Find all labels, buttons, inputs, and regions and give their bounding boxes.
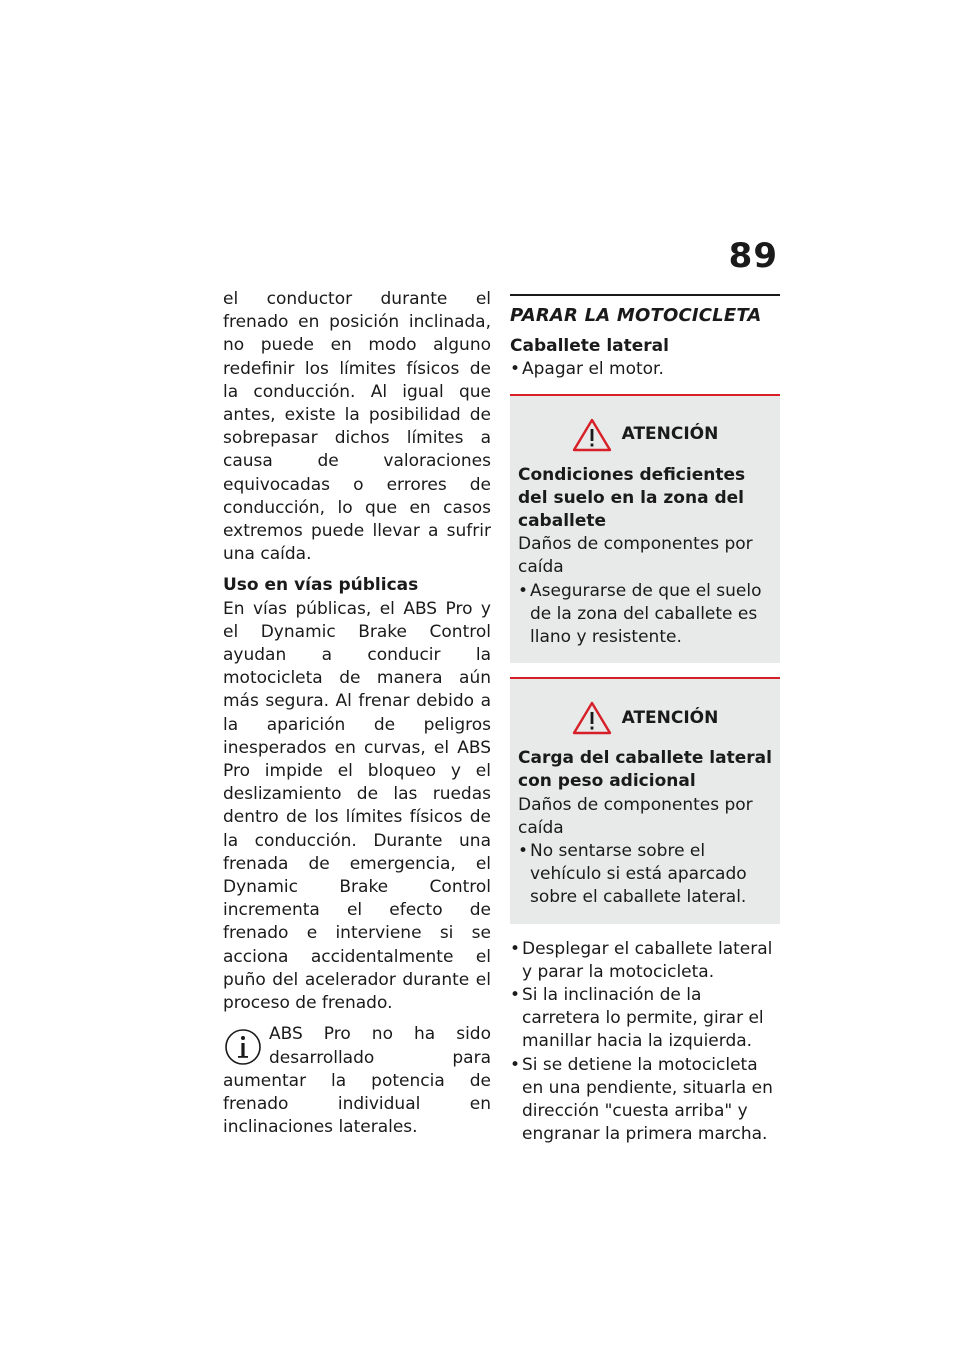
- warning-title: ATENCIÓN: [621, 424, 719, 444]
- warning-subtitle: Carga del caballete lateral con peso adicional: [518, 748, 772, 792]
- step-item: • Apagar el motor.: [510, 358, 780, 381]
- section-title: PARAR LA MOTOCICLETA: [510, 305, 762, 326]
- info-icon: [223, 1025, 263, 1069]
- left-column: [223, 288, 491, 1139]
- warning-title: ATENCIÓN: [621, 707, 719, 728]
- steps-list: [510, 938, 780, 1147]
- info-note-text: ABS Pro no ha sido desarrollado para aumentar la potencia de frenado individual en inclinaciones laterales.: [223, 1024, 491, 1138]
- subheading-side-stand: Caballete lateral: [510, 336, 669, 357]
- warning-box: [510, 394, 780, 664]
- section-rule: [510, 294, 780, 296]
- step-item: • Si se detiene la motocicleta en una pendiente, situarla en dirección "cuesta arriba" y engranar la primera marcha.: [510, 1054, 780, 1147]
- warning-action: • Asegurarse de que el suelo de la zona del caballete es llano y resistente.: [518, 580, 772, 650]
- warning-subtitle: Condiciones deficientes del suelo en la zona del caballete: [518, 464, 746, 532]
- warning-header: [518, 701, 772, 735]
- step-item: • Desplegar el caballete lateral y parar la motocicleta.: [510, 938, 780, 984]
- body-paragraph: el conductor durante el frenado en posición inclinada, no puede en modo alguno redefinir los límites físicos de la conducción. Al igual que antes, existe la posibilidad de sobrepasar dichos límites a causa de valoraciones equivocadas o errores de conducción, lo que en casos extremos puede llevar a sufrir una caída.: [223, 289, 491, 565]
- page-number: 89: [728, 236, 778, 276]
- body-paragraph: En vías públicas, el ABS Pro y el Dynamic Brake Control ayudan a conducir la motocicleta de manera aún más segura. Al frenar debido a la aparición de peligros inesperados en curvas, el ABS Pro impide el bloqueo y el deslizamiento de las ruedas dentro de los límites físicos de la conducción. Durante una frenada de emergencia, el Dynamic Brake Control incrementa el efecto de frenado e interviene si se acciona accidentalmente el puño del acelerador durante el proceso de frenado.: [223, 598, 491, 1014]
- warning-triangle-icon: [572, 701, 612, 735]
- warning-body: Daños de componentes por caída: [518, 534, 753, 578]
- subheading-public-roads: Uso en vías públicas: [223, 575, 419, 596]
- warning-body: Daños de componentes por caída: [518, 794, 753, 838]
- warning-action: • No sentarse sobre el vehículo si está aparcado sobre el caballete lateral.: [518, 840, 772, 910]
- warning-header: [518, 418, 772, 452]
- right-column: [510, 288, 780, 1146]
- info-note: [223, 1023, 491, 1139]
- step-item: • Si la inclinación de la carretera lo permite, girar el manillar hacia la izquierda.: [510, 984, 780, 1054]
- warning-box: [510, 677, 780, 923]
- warning-triangle-icon: [572, 418, 612, 452]
